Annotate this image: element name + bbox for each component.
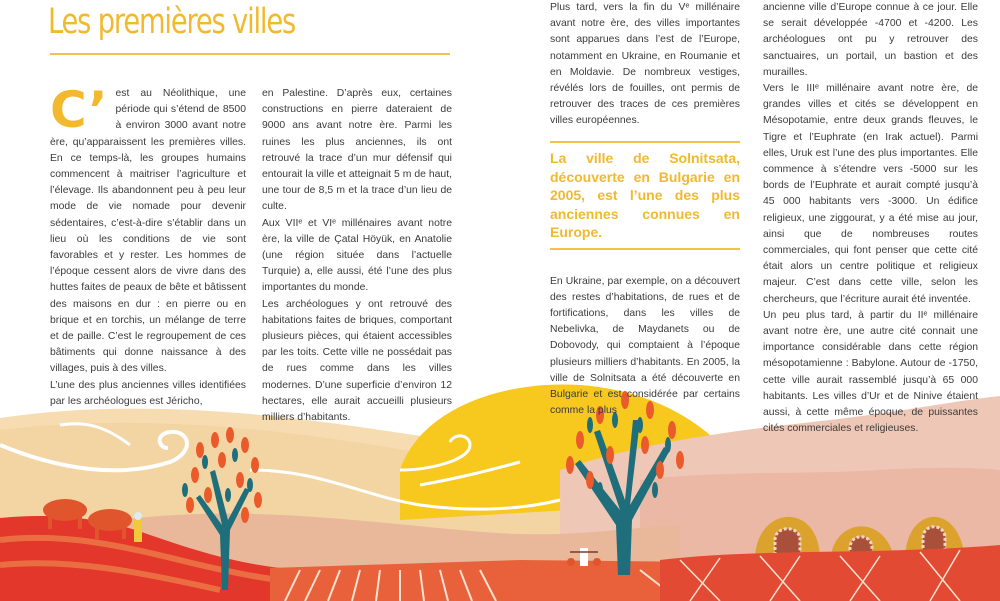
pull-quote-rule-top [550, 141, 740, 143]
paragraph: ancienne ville d’Europe connue à ce jour. Elle se serait développée -4700 et -4200. Les archéologues ont pu y retrouver des sanctuaires, un portail, un bastion et des murailles. [763, 2, 978, 78]
paragraph: en Palestine. D’après eux, certaines constructions en pierre dateraient de 9000 ans avant notre ère. Parmi les ruines les plus anciennes, ils ont retrouvé la trace d’un mur défensif qui entourait la ville et atteignait 5 m de haut, une tour de 8,5 m et la trace d’un lieu de culte. [262, 88, 452, 213]
paragraph: Vers le IIIᵉ millénaire avant notre ère, de grandes villes et cités se développent en Mésopotamie, entre deux grands fleuves, le Tigre et l’Euphrate (en Irak actuel). Parmi elles, Uruk est l’une des plus importantes. Elle commence à s’étendre vers -5000 sur les bords de l’Euphrate et aurait compté jusqu’à 45 000 habitants vers -3000. Un édifice religieux, une ziggourat, y a été mise au jour, ainsi que de nombreuses routes commerciales, qui font penser que cette cité était alors un centre politique et religieux majeur. C’est dans cette ville, selon les chercheurs, que l’écriture aurait été inventée. [763, 83, 978, 305]
column-4 [763, 0, 978, 437]
paragraph: Aux VIIᵉ et VIᵉ millénaires avant notre ère, la ville de Çatal Höyük, en Anatolie (une région située dans l’actuelle Turquie) a, elle aussi, été l’une des plus importantes du monde. [262, 217, 452, 294]
drop-cap: C’ [50, 81, 108, 139]
column-3 [550, 0, 740, 130]
pull-quote-rule-bottom [550, 248, 740, 250]
page-title: Les premières villes [48, 2, 296, 42]
pull-quote-text: La ville de Solnitsata, découverte en Bulgarie en 2005, est l’une des plus anciennes connues en Europe. [550, 150, 740, 240]
pull-quote [550, 141, 740, 419]
paragraph: En Ukraine, par exemple, on a découvert des restes d’habitations, de rues et de fortifications, dans les villes de Nebelivka, de Maydanets ou de Dobovody, qui comptaient à l’époque plusieurs milliers d’habitants. En 2005, la ville de Solnitsata a été découverte en Bulgarie et est considérée par certains comme la plus [550, 275, 740, 417]
paragraph: Un peu plus tard, à partir du IIᵉ millénaire avant notre ère, une autre cité connait une importance considérable dans cette région mésopotamienne : Babylone. Autour de -1750, cette ville aurait rassemblé jusqu’à 65 000 habitants. Les villes d’Ur et de Ninive étaient aussi, à cette même époque, de puissantes cités commerciales et religieuses. [763, 309, 978, 435]
title-underline [50, 53, 450, 55]
column-3-continued [550, 274, 740, 420]
column-1 [50, 81, 246, 410]
paragraph: L’une des plus anciennes villes identifiées par les archéologues est Jéricho, [50, 379, 246, 407]
column-2 [262, 86, 452, 426]
paragraph: Les archéologues y ont retrouvé des habitations faites de briques, comportant plusieurs pièces, qui étaient accessibles par les toits. Cette ville ne possédait pas de rues comme dans les villes modernes. D’une superficie d’environ 12 hectares, elle aurait accueilli plusieurs milliers d’habitants. [262, 298, 452, 424]
paragraph: Plus tard, vers la fin du Vᵉ millénaire avant notre ère, des villes importantes sont apparues dans l’est de l’Europe, notamment en Ukraine, en Roumanie et en Moldavie. De nombreux vestiges, révélés lors de fouilles, ont permis de retrouver des traces de ces premières villes européennes. [550, 2, 740, 127]
paragraph: est au Néolithique, une période qui s’étend de 8500 à environ 3000 avant notre ère, qu’apparaissent les premières villes. En ce temps-là, les groupes humains commencent à maitriser l’agriculture et l’élevage. Ils abandonnent peu à peu leur mode de vie nomade pour devenir sédentaires, c’est-à-dire s’établir dans un lieu où les conditions de vie sont favorables et y rester. Les hommes de l’époque cessent alors de vivre dans des huttes faites de peaux de bête et bâtissent des maisons en dur : en pierre ou en brique et en torchis, un mélange de terre et de paille. C’est le regroupement de ces bâtiments qui donne naissance à des villages, puis à des villes. [50, 88, 246, 375]
